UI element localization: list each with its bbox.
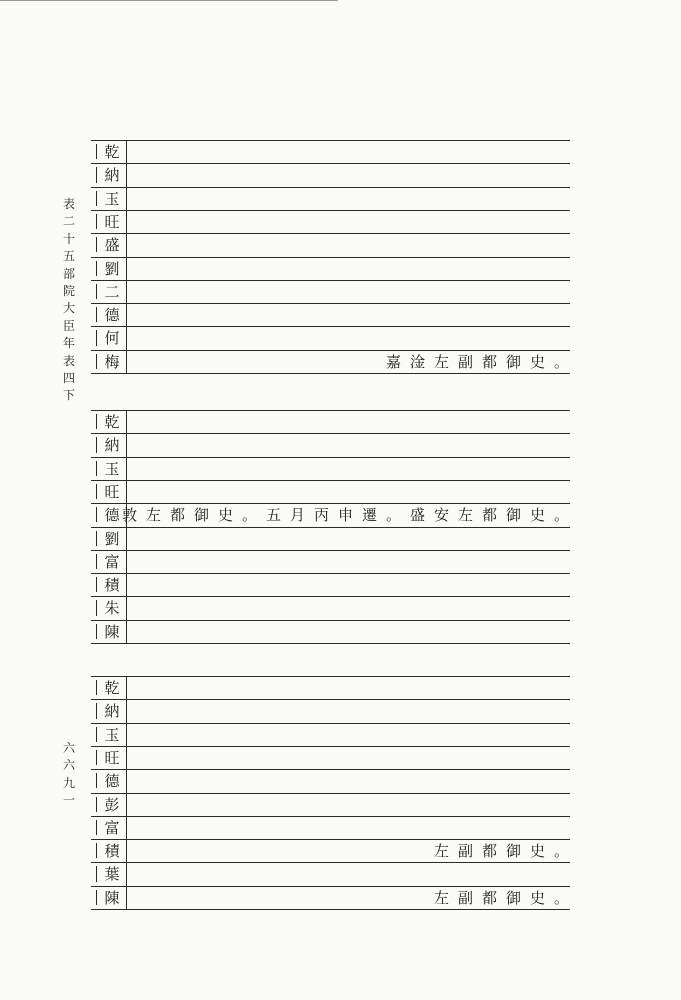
name-cell-mark	[96, 797, 97, 812]
official-name: 積	[104, 842, 120, 861]
name-cell-mark	[96, 866, 97, 881]
name-cell-mark	[96, 437, 97, 452]
name-cell-mark	[96, 284, 97, 299]
appointment-entry: 左副都御史。	[433, 888, 578, 907]
row-rule	[91, 550, 570, 551]
name-cell-mark	[96, 237, 97, 252]
row-rule	[91, 187, 570, 188]
official-name: 二	[104, 282, 120, 301]
official-name: 積	[104, 576, 120, 595]
row-rule	[91, 457, 570, 458]
name-cell-mark	[96, 414, 97, 429]
official-name: 梅	[104, 352, 120, 371]
row-rule	[91, 433, 570, 434]
name-cell-mark	[96, 354, 97, 369]
official-name: 德	[104, 306, 120, 325]
name-cell-mark	[96, 624, 97, 639]
top-rule	[0, 0, 338, 1]
row-rule	[91, 573, 570, 574]
row-rule	[91, 793, 570, 794]
official-name: 玉	[104, 725, 120, 744]
appointment-entry: 左副都御史。	[433, 842, 578, 861]
row-rule	[91, 326, 570, 327]
official-name: 玉	[104, 189, 120, 208]
name-cell-mark	[96, 261, 97, 276]
row-rule	[91, 643, 570, 644]
name-cell-mark	[96, 680, 97, 695]
official-name: 葉	[104, 865, 120, 884]
official-name: 德	[104, 772, 120, 791]
official-name: 乾	[104, 679, 120, 697]
official-name: 劉	[104, 259, 120, 278]
row-rule	[91, 480, 570, 481]
official-name: 劉	[104, 529, 120, 548]
name-cell-mark	[96, 507, 97, 522]
appointment-entry: 敦左都御史。五月丙申遷。盛安左都御史。	[121, 506, 578, 525]
official-name: 陳	[104, 622, 120, 641]
official-name: 納	[104, 702, 120, 721]
name-cell-mark	[96, 144, 97, 159]
row-rule	[91, 163, 570, 164]
official-name: 旺	[104, 748, 120, 767]
page-number: 六六九一	[62, 741, 75, 808]
official-name: 納	[104, 166, 120, 185]
name-cell-mark	[96, 214, 97, 229]
name-cell-mark	[96, 191, 97, 206]
name-cell-mark	[96, 461, 97, 476]
row-rule	[91, 620, 570, 621]
name-cell-mark	[96, 167, 97, 182]
name-cell-mark	[96, 484, 97, 499]
block-top-rule	[91, 676, 570, 677]
official-name: 何	[104, 329, 120, 348]
official-name: 玉	[104, 459, 120, 478]
row-rule	[91, 862, 570, 863]
row-rule	[91, 527, 570, 528]
name-cell-mark	[96, 890, 97, 905]
official-name: 旺	[104, 212, 120, 231]
official-name: 朱	[104, 599, 120, 618]
name-cell-mark	[96, 750, 97, 765]
row-rule	[91, 723, 570, 724]
official-name: 陳	[104, 888, 120, 907]
official-name: 彭	[104, 795, 120, 814]
official-name: 盛	[104, 236, 120, 255]
name-cell-mark	[96, 703, 97, 718]
official-name: 旺	[104, 482, 120, 501]
block-top-rule	[91, 410, 570, 411]
row-rule	[91, 257, 570, 258]
official-name: 納	[104, 436, 120, 455]
official-name: 德	[104, 506, 120, 525]
row-rule	[91, 909, 570, 910]
block-top-rule	[91, 140, 570, 141]
official-name: 乾	[104, 143, 120, 161]
row-rule	[91, 210, 570, 211]
name-cell-mark	[96, 307, 97, 322]
row-rule	[91, 769, 570, 770]
name-cell-mark	[96, 531, 97, 546]
row-rule	[91, 699, 570, 700]
name-cell-mark	[96, 727, 97, 742]
name-cell-mark	[96, 600, 97, 615]
row-rule	[91, 303, 570, 304]
appointment-entry: 嘉淦左副都御史。	[385, 352, 578, 371]
row-rule	[91, 233, 570, 234]
page-title: 表二十五 部院大臣年表四下	[62, 197, 88, 403]
name-cell-mark	[96, 843, 97, 858]
name-cell-mark	[96, 773, 97, 788]
official-name: 富	[104, 552, 120, 571]
name-cell-mark	[96, 577, 97, 592]
row-rule	[91, 373, 570, 374]
row-rule	[91, 596, 570, 597]
name-cell-mark	[96, 554, 97, 569]
name-cell-mark	[96, 820, 97, 835]
row-rule	[91, 746, 570, 747]
official-name: 富	[104, 818, 120, 837]
name-cell-mark	[96, 330, 97, 345]
row-rule	[91, 816, 570, 817]
row-rule	[91, 280, 570, 281]
official-name: 乾	[104, 413, 120, 431]
